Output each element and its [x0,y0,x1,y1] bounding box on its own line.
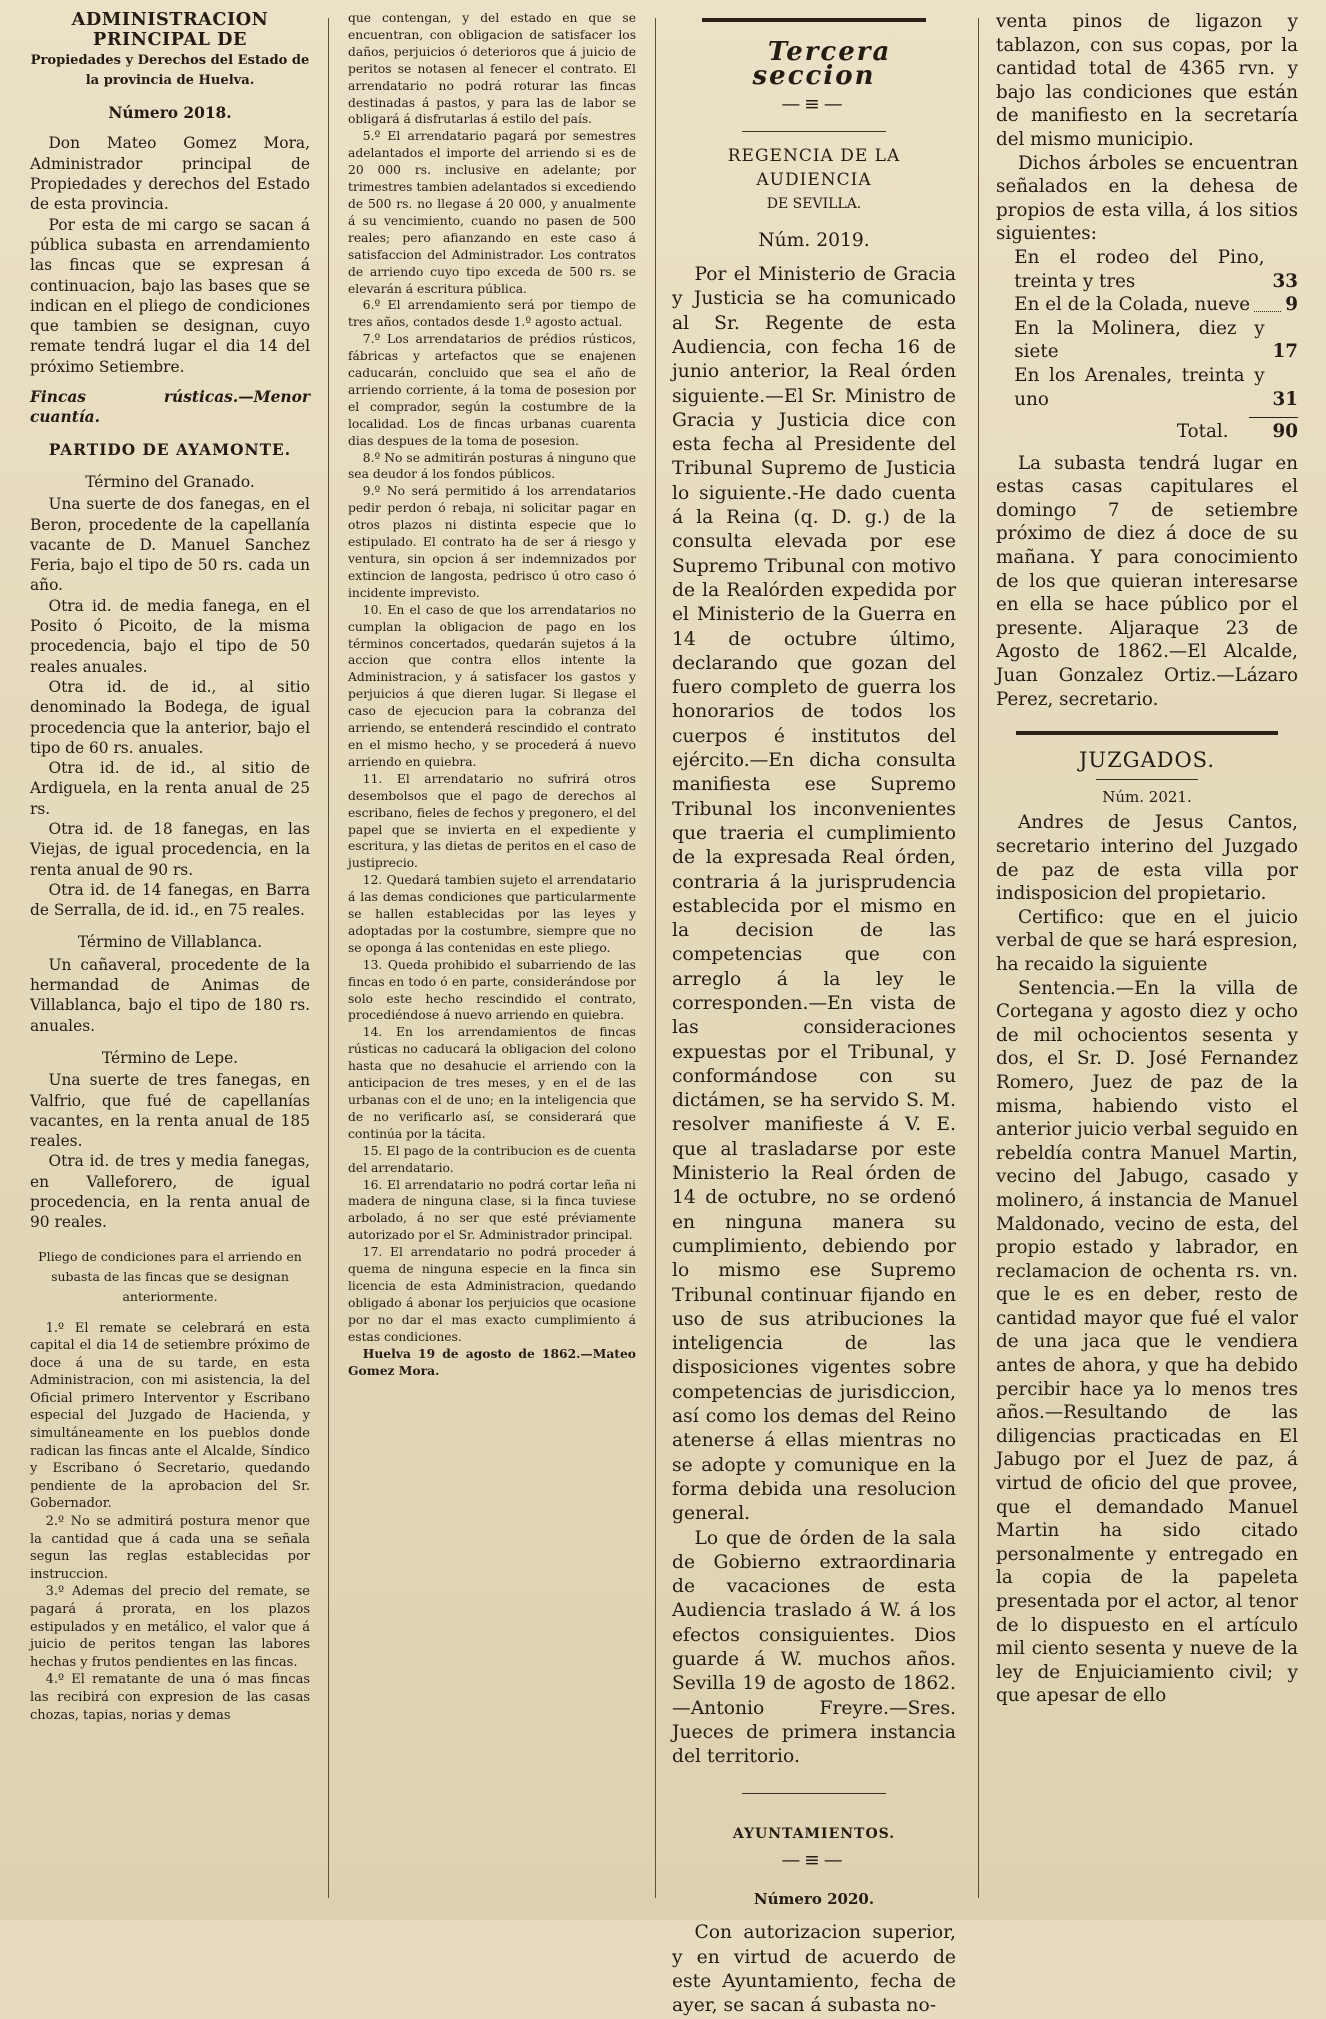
row-label: En la Molinera, diez y siete [1014,317,1265,363]
paragraph: Una suerte de tres fanegas, en Valfrio, que fué de capellanías vacantes, en la renta anual de 185 reales. [30,1071,310,1151]
section-heading: AYUNTAMIENTOS. [732,1826,896,1843]
institution-heading: REGENCIA DE LA AUDIENCIA [727,145,901,191]
paragraph: Otra id. de 18 fanegas, en las Viejas, de igual procedencia, en la renta anual de 90 rs. [30,819,310,879]
paragraph: 3.º Ademas del precio del remate, se pagará á prorata, en los plazos estipulados y en metálico, el valor que á juicio de peritos tengan las labores hechas y frutos pendientes en las fincas. [30,1584,310,1670]
paragraph: Por el Ministerio de Gracia y Justicia se ha comunicado al Sr. Regente de esta Audiencia, con fecha 16 de junio anterior, la Real órden siguiente.—El Sr. Ministro de Gracia y Justicia dice con esta fecha al Presidente del Tribunal Supremo de Justicia lo siguiente.-He dado cuenta á la Reina (q. D. g.) de la consulta elevada por ese Supremo Tribunal con motivo de la Realórden expedida por el Ministerio de la Guerra en 14 de octubre último, declarando que gozan del fuero completo de guerra los honorarios de todos los cuerpos é institutos del ejército.—En dicha consulta manifiesta ese Supremo Tribunal los inconvenientes que traeria el cumplimiento de la expresada Real órden, contraria á la jurisprudencia establecida por el mismo en la decision de las competencias que con arreglo á la ley le corresponden.—En vista de las consideraciones expuestas por el Tribunal, y conformándose con su dictámen, se ha servido S. M. resolver manifieste á V. E. que al trasladarse por este Ministerio la Real órden de 14 de octubre, no se ordenó en ninguna manera su cumplimiento, debiendo por lo mismo ese Supremo Tribunal continuar fijando en uso de sus atribuciones la inteligencia de las disposiciones vigentes sobre competencias de jurisdiccion, así como los demas del Reino atenerse á ellas mientras no se adopte y comunique en la forma debida una resolucion general. [672,264,956,1525]
conditions-heading: Pliego de condiciones para el arriendo en subasta de las fincas que se designan anteriormente. [38,1248,302,1305]
column-4 [996,10,1298,1910]
row-value: 31 [1272,388,1298,410]
paragraph: 8.º No se admitirán posturas á ninguno que sea deudor á los fondos públicos. [348,450,636,482]
term-heading: Término de Lepe. [101,1048,239,1067]
paragraph: 10. En el caso de que los arrendatarios no cumplan la obligacion de pago en los términos concertados, quedarán sujetos á la accion que contra ellos intente la Administracion, y á satisfacer los gastos y perjuicios á que dieren lugar. Si llegase el caso de ejecucion para la cobranza del arriendo, se entenderá rescindido el contrato en el mismo hecho, y se procederá á nuevo arriendo en quiebra. [348,602,636,769]
paragraph: 15. El pago de la contribucion es de cuenta del arrendatario. [348,1143,636,1175]
paragraph: 4.º El rematante de una ó mas fincas las recibirá con expresion de las casas chozas, tapias, norias y demas [30,1672,310,1723]
district-heading: PARTIDO DE AYAMONTE. [48,440,292,459]
column-1 [30,10,310,1910]
column-divider [655,18,656,1898]
section-rule [702,18,926,22]
total-label: Total. [1176,421,1229,443]
signature: Huelva 19 de agosto de 1862.—Mateo Gomez Mora. [348,1345,636,1378]
paragraph: Certifico: que en el juicio verbal de que se hará espresion, ha recaido la siguiente [996,906,1298,975]
column-2 [348,10,636,1910]
notice-number: Número 2018. [108,104,232,123]
paragraph: 2.º No se admitirá postura menor que la cantidad que á cada una se señala segun las reglas establecidas por instruccion. [30,1514,310,1582]
tree-count-row [1014,246,1298,293]
paragraph: Otra id. de 14 fanegas, en Barra de Serralla, de id. id., en 75 reales. [30,880,310,920]
total-value: 90 [1249,417,1298,444]
notice-number: Núm. 2021. [1102,787,1192,806]
row-label: En los Arenales, treinta y uno [1014,364,1265,410]
term-heading: Término del Granado. [85,472,255,491]
paragraph: 13. Queda prohibido el subarriendo de las fincas en todo ó en parte, considerándose por solo este hecho rescindido el contrato, procediéndose á nuevo arriendo en quiebra. [348,957,636,1023]
notice-number: Núm. 2019. [758,229,870,251]
admin-subheader: Propiedades y Derechos del Estado de la provincia de Huelva. [30,52,310,88]
paragraph: Otra id. de media fanega, en el Posito ó Picoito, de la misma procedencia, bajo el tipo de 50 reales anuales. [30,596,310,676]
section-heading: JUZGADOS. [1078,748,1215,773]
paragraph: 6.º El arrendamiento será por tiempo de tres años, contados desde 1.º agosto actual. [348,298,636,330]
section-heading: Fincas rústicas.—Menor cuantía. [30,388,310,427]
row-value: 33 [1272,270,1298,292]
section-title: Tercera seccion [752,37,892,92]
paragraph: que contengan, y del estado en que se encuentran, con obligacion de satisfacer los daños, perjuicios ó deterioros que á juicio de peritos se notasen al fenecer el contrato. El arrendatario no podrá roturar las fincas destinadas á pastos, y para las de labor se obligará á disfrutarlas á estilo del país. [348,11,636,127]
section-rule [1016,731,1278,735]
paragraph: Por esta de mi cargo se sacan á pública subasta en arrendamiento las fincas que se expresan á continuacion, bajo las bases que se indican en el pliego de condiciones que tambien se designan, cuyo remate tendrá lugar el dia 14 del próximo Setiembre. [30,215,310,376]
institution-subheading: DE SEVILLA. [766,196,862,213]
paragraph: 17. El arrendatario no podrá proceder á quema de ninguna especie en la finca sin licencia de esta Administracion, quedando obligado á abonar los perjuicios que ocasione por no dar el mas exacto cumplimiento á estas condiciones. [348,1245,636,1344]
row-value: 9 [1285,294,1298,316]
paragraph: Otra id. de tres y media fanegas, en Valleforero, de igual procedencia, en la renta anual de 90 reales. [30,1152,310,1232]
rule [742,131,886,132]
paragraph: Otra id. de id., al sitio denominado la Bodega, de igual procedencia que la anterior, bajo el tipo de 60 rs. anuales. [30,677,310,757]
paragraph: 5.º El arrendatario pagará por semestres adelantados el importe del arriendo si es de 20 000 rs. inclusive en adelante; por trimestres tambien adelantados si excediendo de 500 rs. no llegase á 20 000, y anualmente á su vencimiento, cuando no pasen de 500 reales; pero afianzando en este caso á satisfaccion del Administrador. Los contratos de arriendo cuyo tipo exceda de 500 rs. se elevarán á escritura pública. [348,129,636,296]
paragraph: 9.º No será permitido á los arrendatarios pedir perdon ó rebaja, ni solicitar pagar en otros plazos ni distinta especie que lo estipulado. El contrato ha de ser á riesgo y ventura, sin opcion á ser indemnizados por extincion de langosta, pedrisco ú otro caso ó incidente imprevisto. [348,484,636,600]
row-label: En el rodeo del Pino, treinta y tres [1014,246,1265,292]
paragraph: 11. El arrendatario no sufrirá otros desembolsos que el pago de derechos al escribano, fieles de fechos y pregonero, el del papel que se invierta en el expediente y escritura, y las dietas de peritos en el caso de justiprecio. [348,771,636,871]
rule [742,1793,886,1794]
paragraph: Sentencia.—En la villa de Cortegana y agosto diez y ocho de mil ochocientos sesenta y dos, el Sr. D. José Fernandez Romero, Juez de paz de la misma, habiendo visto el anterior juicio verbal seguido en rebeldía contra Manuel Martin, vecino del Jabugo, casado y molinero, á instancia de Manuel Maldonado, vecino de esta, del propio estado y labrador, en reclamacion de ochenta rs. vn. que le es en deber, resto de cantidad mayor que fué el valor de una jaca que le vendiera antes de ahora, y que ha debido percibir hace ya lo menos tres años.—Resultando de las diligencias practicadas en El Jabugo por el Juez de paz, á virtud de oficio del que provee, que el demandado Manuel Martin ha sido citado personalmente y entregado en la copia de la papeleta presentada por el actor, al tenor de lo dispuesto en el artículo mil ciento sesenta y nueve de la ley de Enjuiciamiento civil; y que apesar de ello [996,977,1298,1707]
paragraph: Una suerte de dos fanegas, en el Beron, procedente de la capellanía vacante de D. Manuel Sanchez Feria, bajo el tipo de 50 rs. cada un año. [30,495,310,595]
paragraph: Un cañaveral, procedente de la hermandad de Animas de Villablanca, bajo el tipo de 180 rs. anuales. [30,955,310,1035]
ornament: —≡— [781,1849,847,1871]
ornament: —≡— [781,93,847,115]
paragraph: 1.º El remate se celebrará en esta capital el dia 14 de setiembre próximo de doce á una de su tarde, en esta Administracion, con mi asistencia, la del Oficial primero Interventor y Escribano especial del Juzgado de Hacienda, y simultáneamente en los pueblos donde radican las fincas ante el Alcalde, Síndico y Escribano ó Secretario, quedando pendiente de la aprobacion del Sr. Gobernador. [30,1320,310,1512]
column-divider [328,18,329,1898]
notice-number: Número 2020. [753,1890,875,1909]
rule [1096,779,1198,780]
paragraph: Don Mateo Gomez Mora, Administrador principal de Propiedades y derechos del Estado de esta provincia. [30,134,310,214]
paragraph: venta pinos de ligazon y tablazon, con sus copas, por la cantidad total de 4365 rvn. y bajo las condiciones que están de manifiesto en la secretaría del mismo municipio. [996,11,1298,150]
admin-header: ADMINISTRACION PRINCIPAL DE [71,9,269,51]
paragraph: La subasta tendrá lugar en estas casas capitulares el domingo 7 de setiembre próximo de diez á doce de su mañana. Y para conocimiento de los que quieran interesarse en ella se hace público por el presente. Aljaraque 23 de Agosto de 1862.—El Alcalde, Juan Gonzalez Ortiz.—Lázaro Perez, secretario. [996,452,1298,710]
paragraph: Dichos árboles se encuentran señalados en la dehesa de propios de esta villa, á los sitios siguientes: [996,152,1298,245]
total-row [996,417,1298,444]
paragraph: Con autorizacion superior, y en virtud de acuerdo de este Ayuntamiento, fecha de ayer, se sacan á subasta no- [672,1922,956,2017]
column-divider [978,18,979,1898]
column-3 [672,10,956,2017]
paragraph: 7.º Los arrendatarios de prédios rústicos, fábricas y artefactos que se enajenen caducarán, concluido que sea el año de arriendo corriente, á la toma de posesion por el comprador, según la costumbre de la localidad. Los de fincas urbanas cuarenta dias despues de la toma de posesion. [348,332,636,448]
tree-count-row [1014,293,1298,317]
paragraph: 14. En los arrendamientos de fincas rústicas no caducará la obligacion del colono hasta que no desahucie el arriendo con la anticipacion de tres meses, y en el de las urbanas con el de uno; en la inteligencia que de no verificarlo así, se considerará que continúa por la tácita. [348,1025,636,1141]
term-heading: Término de Villablanca. [77,933,263,952]
paragraph: Lo que de órden de la sala de Gobierno extraordinaria de vacaciones de esta Audiencia traslado á W. á los efectos consiguientes. Dios guarde á W. muchos años. Sevilla 19 de agosto de 1862.—Antonio Freyre.—Sres. Jueces de primera instancia del territorio. [672,1527,956,1768]
paragraph: 16. El arrendatario no podrá cortar leña ni madera de ninguna clase, si la finca tuviese arbolado, á no ser que esté préviamente autorizado por el Sr. Administrador principal. [348,1177,636,1243]
row-value: 17 [1272,341,1298,363]
row-label: En el de la Colada, nueve [1014,294,1251,316]
tree-count-row [1014,364,1298,411]
paragraph: 12. Quedará tambien sujeto el arrendatario á las demas condiciones que particularmente se hallen establecidas por las leyes y adoptadas por la costumbre, siempre que no se oponga á las contenidas en este pliego. [348,873,636,955]
paragraph: Otra id. de id., al sitio de Ardiguela, en la renta anual de 25 rs. [30,759,310,818]
paragraph: Andres de Jesus Cantos, secretario interino del Juzgado de paz de esta villa por indisposicion del propietario. [996,812,1298,905]
tree-count-row [1014,317,1298,364]
